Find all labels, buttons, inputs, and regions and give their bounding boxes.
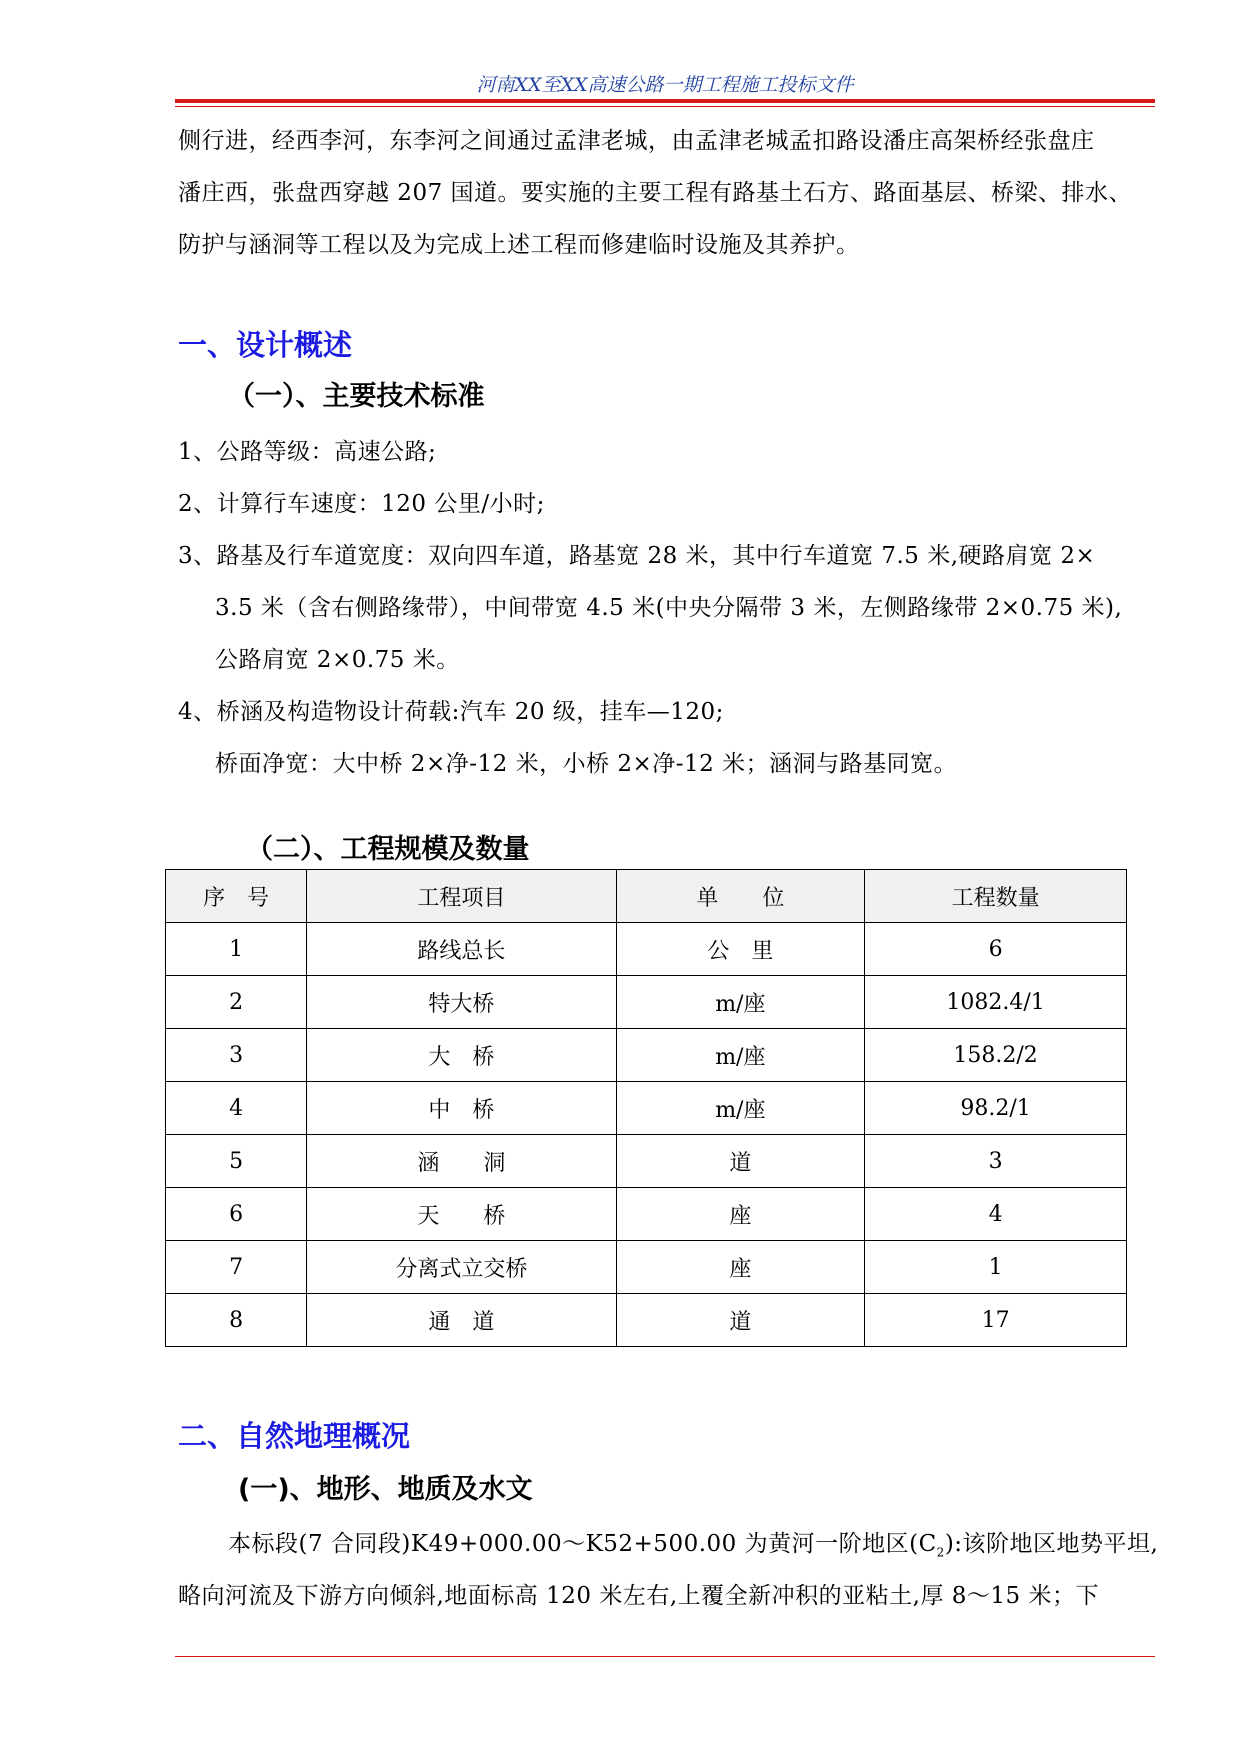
section1-heading: 一、设计概述 xyxy=(178,328,353,362)
terrain-line-2: 略向河流及下游方向倾斜,地面标高 120 米左右,上覆全新冲积的亚粘土,厚 8～15 米；下 xyxy=(178,1583,1099,1609)
header-cell-index: 序 号 xyxy=(166,870,307,923)
cell-item: 大 桥 xyxy=(307,1029,616,1082)
intro-line-1: 侧行进，经西李河，东李河之间通过孟津老城，由孟津老城孟扣路设潘庄高架桥经张盘庄 xyxy=(178,128,1095,154)
cell-unit: 座 xyxy=(616,1241,865,1294)
cell-item: 天 桥 xyxy=(307,1188,616,1241)
cell-unit: 座 xyxy=(616,1188,865,1241)
cell-quantity: 98.2/1 xyxy=(865,1082,1127,1135)
cell-quantity: 4 xyxy=(865,1188,1127,1241)
terrain-line-1-start: 本标段(7 合同段)K49+000.00～K52+500.00 为黄河一阶地区(C xyxy=(228,1531,937,1557)
cell-item: 路线总长 xyxy=(307,923,616,976)
cell-unit: 道 xyxy=(616,1135,865,1188)
standard-line-1: 1、公路等级：高速公路; xyxy=(178,439,437,465)
cell-quantity: 158.2/2 xyxy=(865,1029,1127,1082)
section2-sub1-heading: (一)、地形、地质及水文 xyxy=(238,1474,533,1505)
cell-unit: m/座 xyxy=(616,1029,865,1082)
standard-line-4-cont: 桥面净宽：大中桥 2×净-12 米，小桥 2×净-12 米；涵洞与路基同宽。 xyxy=(215,751,958,777)
cell-index: 5 xyxy=(166,1135,307,1188)
standard-line-3-cont2: 公路肩宽 2×0.75 米。 xyxy=(215,647,460,673)
cell-unit: m/座 xyxy=(616,976,865,1029)
header-rule-thick xyxy=(175,99,1155,103)
section2-heading: 二、自然地理概况 xyxy=(178,1419,411,1453)
section1-sub1-heading: （一）、主要技术标准 xyxy=(228,381,485,412)
table-row xyxy=(166,1082,1127,1135)
cell-quantity: 3 xyxy=(865,1135,1127,1188)
table-row xyxy=(166,1029,1127,1082)
table-row xyxy=(166,1188,1127,1241)
cell-quantity: 1082.4/1 xyxy=(865,976,1127,1029)
cell-index: 2 xyxy=(166,976,307,1029)
page-header: 河南XX至XX高速公路一期工程施工投标文件 xyxy=(476,74,854,96)
cell-unit: 道 xyxy=(616,1294,865,1347)
header-cell-unit: 单 位 xyxy=(616,870,865,923)
table-row xyxy=(166,1135,1127,1188)
standard-line-3: 3、路基及行车道宽度：双向四车道，路基宽 28 米，其中行车道宽 7.5 米,硬路肩宽 2× xyxy=(178,543,1096,569)
standard-line-3-cont: 3.5 米（含右侧路缘带），中间带宽 4.5 米(中央分隔带 3 米，左侧路缘带 2×0.75 米), xyxy=(215,595,1123,621)
footer-rule xyxy=(175,1656,1155,1657)
table-row xyxy=(166,1294,1127,1347)
cell-unit: m/座 xyxy=(616,1082,865,1135)
cell-index: 1 xyxy=(166,923,307,976)
header-rule-thin xyxy=(175,106,1155,107)
header-cell-quantity: 工程数量 xyxy=(865,870,1127,923)
cell-item: 通 道 xyxy=(307,1294,616,1347)
cell-quantity: 6 xyxy=(865,923,1127,976)
terrain-subscript: 2 xyxy=(936,1545,945,1560)
cell-item: 中 桥 xyxy=(307,1082,616,1135)
intro-line-2: 潘庄西，张盘西穿越 207 国道。要实施的主要工程有路基土石方、路面基层、桥梁、排水、 xyxy=(178,180,1133,206)
table-row xyxy=(166,976,1127,1029)
standard-line-4: 4、桥涵及构造物设计荷载:汽车 20 级，挂车—120; xyxy=(178,699,724,725)
table-row xyxy=(166,1241,1127,1294)
cell-index: 4 xyxy=(166,1082,307,1135)
cell-unit: 公 里 xyxy=(616,923,865,976)
cell-item: 特大桥 xyxy=(307,976,616,1029)
standard-line-2: 2、计算行车速度：120 公里/小时; xyxy=(178,491,545,517)
terrain-line-1-end: ):该阶地区地势平坦, xyxy=(944,1531,1159,1557)
cell-quantity: 1 xyxy=(865,1241,1127,1294)
cell-index: 6 xyxy=(166,1188,307,1241)
table-row xyxy=(166,923,1127,976)
cell-index: 8 xyxy=(166,1294,307,1347)
cell-index: 3 xyxy=(166,1029,307,1082)
header-cell-item: 工程项目 xyxy=(307,870,616,923)
cell-index: 7 xyxy=(166,1241,307,1294)
cell-quantity: 17 xyxy=(865,1294,1127,1347)
section1-sub2-heading: （二）、工程规模及数量 xyxy=(246,834,530,865)
cell-item: 涵 洞 xyxy=(307,1135,616,1188)
quantity-table xyxy=(165,869,1127,1347)
table-header-row xyxy=(166,870,1127,923)
intro-line-3: 防护与涵洞等工程以及为完成上述工程而修建临时设施及其养护。 xyxy=(178,232,860,258)
cell-item: 分离式立交桥 xyxy=(307,1241,616,1294)
